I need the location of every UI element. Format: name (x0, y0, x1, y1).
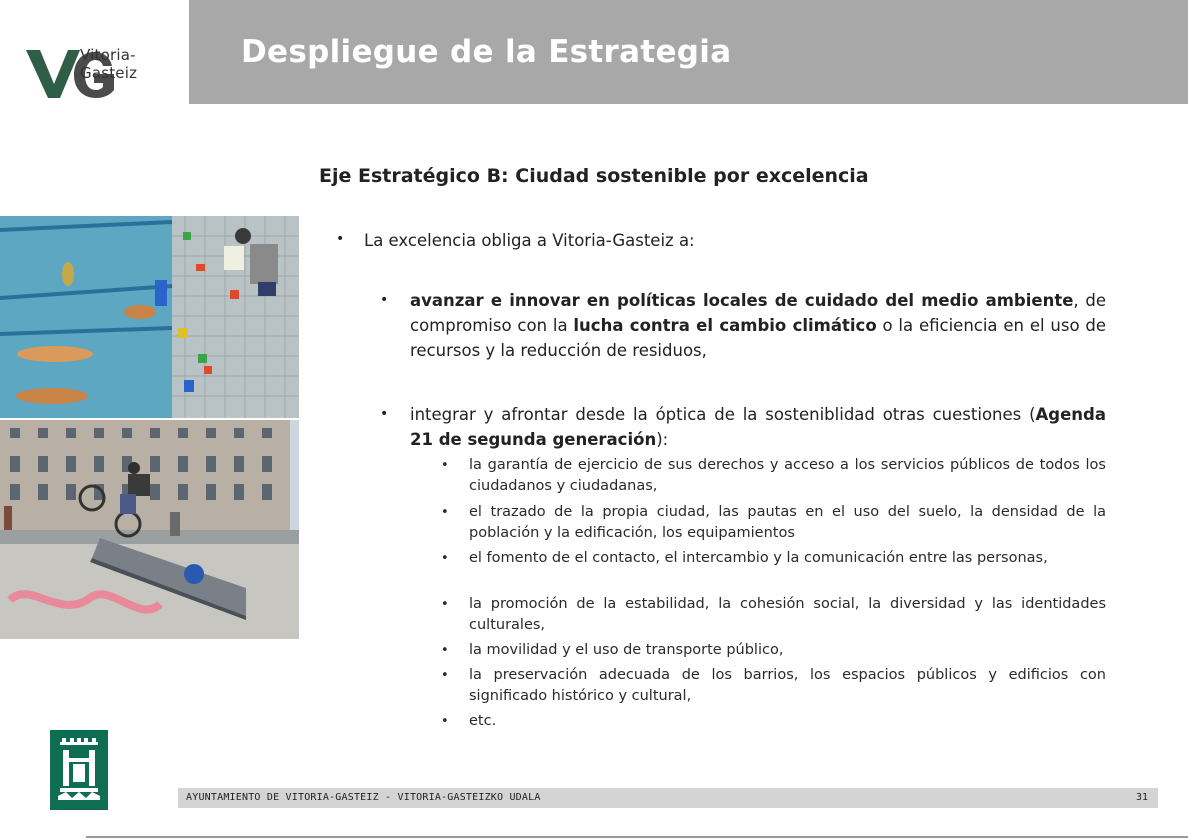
intro-text: La excelencia obliga a Vitoria-Gasteiz a: (364, 231, 695, 250)
pool-image (0, 216, 299, 418)
sub-item (441, 455, 1106, 497)
page-title: Despliegue de la Estrategia (241, 34, 732, 70)
skatepark-photo (0, 420, 299, 639)
bullet-icon: • (441, 714, 449, 729)
bullet-icon: • (441, 458, 449, 473)
bullet-icon: • (380, 292, 389, 308)
sub-item-text: la movilidad y el uso de transporte público, (469, 642, 784, 658)
intro-item (336, 230, 1106, 252)
bullet-icon: • (441, 505, 449, 520)
bullet-icon: • (441, 668, 449, 683)
point2-text-2: ): (656, 430, 669, 449)
sub-item (441, 640, 1106, 661)
sub-item (441, 594, 1106, 636)
sub-item (441, 711, 1106, 732)
city-seal (50, 730, 108, 810)
bottom-divider (86, 836, 1188, 838)
footer-text: AYUNTAMIENTO DE VITORIA-GASTEIZ - VITORIA-GASTEIZKO UDALA (186, 792, 541, 803)
point2-bold-1: Agenda 21 de segunda generación (410, 405, 1106, 449)
sub-item-text: la garantía de ejercicio de sus derechos y acceso a los servicios públicos de todos los ciudadanos y ciudadanas, (469, 457, 1106, 494)
bullet-icon: • (336, 231, 345, 247)
point1-bold-1: avanzar e innovar en políticas locales de cuidado del medio ambiente (410, 291, 1074, 310)
point1-text-1: , de compromiso con la (410, 291, 1106, 335)
coat-of-arms-icon (50, 730, 108, 810)
bullet-icon: • (441, 551, 449, 566)
bullet-icon: • (441, 597, 449, 612)
content-area (336, 226, 1106, 729)
point1-bold-2: lucha contra el cambio climático (573, 316, 877, 335)
skate-image (0, 420, 299, 639)
sub-item (441, 548, 1106, 569)
header-logo (0, 0, 188, 104)
point2-text-1: integrar y afrontar desde la óptica de la sosteniblidad otras cuestiones ( (410, 405, 1036, 424)
point1-text-2: o la eficiencia en el uso de recursos y la reducción de residuos, (410, 316, 1106, 360)
footer-bar (178, 788, 1158, 808)
strategy-point-1 (380, 288, 1106, 363)
sub-item-text: el trazado de la propia ciudad, las pautas en el uso del suelo, la densidad de la población y la edificación, los equipamientos (469, 504, 1106, 541)
sub-item-text: etc. (469, 713, 497, 729)
swimming-pool-photo (0, 216, 299, 418)
section-subtitle: Eje Estratégico B: Ciudad sostenible por excelencia (319, 165, 869, 187)
page-number: 31 (1135, 792, 1148, 803)
sub-item-text: la promoción de la estabilidad, la cohesión social, la diversidad y las identidades culturales, (469, 596, 1106, 633)
title-bar (189, 0, 1188, 104)
bullet-icon: • (441, 643, 449, 658)
sub-item-text: el fomento de el contacto, el intercambio y la comunicación entre las personas, (469, 550, 1048, 566)
sub-item-text: la preservación adecuada de los barrios, los espacios públicos y edificios con significado histórico y cultural, (469, 667, 1106, 704)
sub-item (441, 665, 1106, 707)
bullet-icon: • (380, 406, 389, 422)
strategy-point-2 (380, 402, 1106, 452)
logo-text: Vitoria-Gasteiz (80, 46, 138, 82)
sub-item (441, 502, 1106, 544)
